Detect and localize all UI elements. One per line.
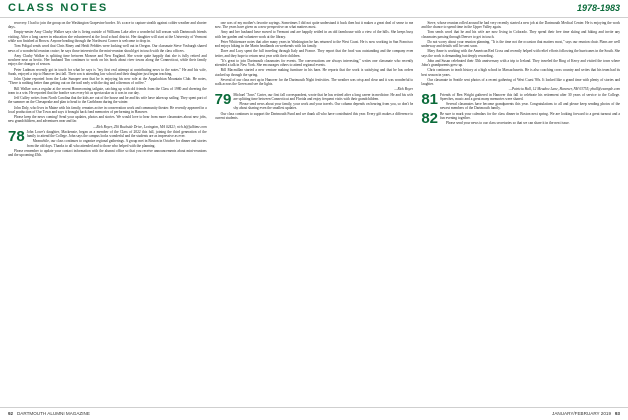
class-year-numeral: 79 bbox=[214, 90, 232, 108]
page-footer bbox=[0, 407, 628, 420]
issue-date: JANUARY/FEBRUARY 2019 bbox=[552, 411, 612, 416]
note-paragraph: Our classmate in Seattle sent photos of a recent gathering of West Coast '80s. It looked like a grand time with plenty of stories and laughter. bbox=[421, 77, 621, 87]
correspondent-signature: —Rick Boyer bbox=[394, 87, 414, 92]
note-paragraph: Meanwhile, our class continues to organize regional gatherings. A group met in Boston in October for dinner and stories from the old days. Thanks to all who attended and to those who helped with the planning. bbox=[26, 139, 207, 148]
footer-right bbox=[552, 411, 620, 416]
correspondent-signature: —Patricia Hall, 12 Meadow Lane, Hanover, NH 03755; phall@example.com bbox=[508, 87, 621, 92]
page-header bbox=[0, 0, 628, 18]
note-paragraph: Please send news about your family, your work and your travels. Our column depends on hearing from you, so don't be shy about sharing even the smallest updates. bbox=[233, 102, 414, 111]
note-paragraph: Chris continues to teach history at a high school in Massachusetts. He is also coaching cross country and writes that his team had its best season in years. bbox=[421, 68, 621, 77]
page-number-right: 93 bbox=[614, 411, 620, 416]
note-paragraph: Do not worry about your reunion planning. "It is the time not the occasion that matters most," says our reunion chair. Plans are well underway and details will be sent soon. bbox=[421, 39, 621, 49]
note-text: Michael "Jaws" Carter, our first fall correspondent, wrote that he has retired after a long career in medicine. He and his wife are splitting time between Connecticut and Florida and enjoy frequent visits with their grandchildren. bbox=[233, 92, 414, 101]
column-right bbox=[421, 21, 620, 407]
class-notes-columns bbox=[8, 21, 620, 407]
note-paragraph: Dave and Lucy spent the fall traveling through Italy and France. They report that the food was outstanding and the company even better, and they hope to return next year with their children. bbox=[214, 49, 414, 58]
note-text: John Lowe's daughter, Mackenzie, began as a member of the Class of 2022 this fall, joining the third generation of the family to attend the College. John says the campus looks wonderful and the students are as impressive as ever. bbox=[26, 129, 207, 139]
section-title: CLASS NOTES bbox=[8, 2, 109, 14]
note-paragraph: Mary Anne is working with the American Red Cross and recently helped with relief efforts following the hurricanes in the South. She says the work is demanding but deeply rewarding. bbox=[421, 49, 621, 58]
note-paragraph: Jeff Culley writes from North Carolina that the kids are out of the house and he and his wife have taken up sailing. They spent part of the summer on the Chesapeake and plan to head to the Caribbean during the winter. bbox=[8, 96, 207, 105]
note-paragraph: recovery. I had to join the group on the Washington Grapevine border. It's a race to capture stealth against colder weather and shorter days. bbox=[8, 21, 207, 30]
note-paragraph: John Daly, who lives in Maine with his family, remains active in conservation work and community theater. He recently appeared in a local production of Our Town and says it brought back fond memories of performing in Hanover. bbox=[8, 105, 207, 114]
class-year-numeral: 78 bbox=[8, 127, 25, 145]
note-paragraph: Peter Whittemore notes that after many years in Washington he has returned to the West Coast. He is now working in San Francisco and enjoys hiking in the Marin headlands on weekends with his family. bbox=[214, 39, 414, 49]
note-paragraph: Tom sends word that he and his wife are now living in Colorado. They spend their free time skiing and hiking and invite any classmates passing through Denver to get in touch. bbox=[421, 30, 621, 39]
note-paragraph: Steve, whose reunion rolled around he had very recently started a new job at the Dartmouth Medical Center. He is enjoying the work and the chance to spend time in the Upper Valley again. bbox=[421, 21, 621, 30]
note-paragraph: Amy Clasby Walker is splitting time between Monroe and New England. She wrote quite happily that she is fully retired and nowhere near as hectic. Her husband Tim continues to work on his book about river towns along the Connecticut, while their family enjoys the changes of season. bbox=[8, 53, 207, 67]
note-paragraph: Amy and her husband have moved to Vermont and are happily settled in an old farmhouse with a view of the hills. She keeps busy with her garden and volunteer work at the library. bbox=[214, 30, 414, 39]
class-year-numeral: 82 bbox=[421, 109, 439, 127]
class-years-range: 1978-1983 bbox=[576, 3, 620, 13]
note-paragraph: "It's great to join Dartmouth classmates for events. The conversations are always interesting," writes one classmate who recently attended a talk in New York. She encourages others to attend regional events. bbox=[214, 58, 414, 68]
note-paragraph: John and Susan celebrated their 35th anniversary with a trip to Ireland. They traveled the Ring of Kerry and visited the town where John's grandparents grew up. bbox=[421, 58, 621, 68]
note-paragraph: Tom Poligal sends word that Chris Riney and Heidi Pebbles were looking well out in Oregon. Our classmate Steve Vosburgh shared news of a wonderful reunion cruise; he says those interested in the mini-reunion should get in touch with the class officers. bbox=[8, 44, 207, 53]
page-number-left: 92 bbox=[8, 411, 14, 416]
note-text: Friends of Ben Wright gathered in Hanover this fall to celebrate his retirement after 30 years of service to the College. Speeches, music and a great many memories were shared. bbox=[440, 92, 621, 101]
publication-name: DARTMOUTH ALUMNI MAGAZINE bbox=[16, 411, 90, 416]
note-paragraph: Please keep the news coming! Send your updates, photos and stories. We would love to hear from more classmates about new jobs, new grandchildren, and adventures near and far. bbox=[8, 115, 207, 124]
footer-left bbox=[8, 411, 90, 416]
column-left bbox=[8, 21, 207, 407]
correspondent-signature: —Rick Boyer, 256 Buckside Drive, Lexington, MA 02421; rich.b@fulltime.com bbox=[93, 124, 207, 129]
note-paragraph: Bill Walker was a regular at the recent Homecoming tailgate, catching up with old friends from the Class of 1980 and cheering the team to a win. He reported that the bonfire was every bit as spectacular as it was in our day. bbox=[8, 86, 207, 95]
note-paragraph: Empty-nester Amy Clasby Walker says she is living outside of Williams Lake after a wonderful fall season with Dartmouth friends visiting. After a long career in education she volunteered at the local school district. Her daughter will start at the University of Vermont while son finished at Brown. Anyone heading through the Northwest Corner is welcome to drop in. bbox=[8, 30, 207, 44]
note-paragraph: Please remember to update your contact information with the alumni office so that you receive announcements about mini-reunions and the upcoming 45th. bbox=[8, 148, 207, 157]
note-paragraph: Several of our class met up in Hanover for the Dartmouth Night festivities. The weather was crisp and clear and it was wonderful to walk across the Green and see the lights. bbox=[214, 77, 414, 87]
note-paragraph: Bill Macmillan started a new venture making furniture in his barn. He reports that the work is satisfying and that he has orders stacked up through the spring. bbox=[214, 68, 414, 77]
note-paragraph: Peter Ludman recently got in touch for what he says is "my first real attempt at contributing news to the notes." He and his wife, Sarah, enjoyed a trip to Hanover last fall. Their son is attending law school and their daughter just began teaching. bbox=[8, 67, 207, 76]
note-paragraph: one was of my mother's favorite sayings. Sometimes I did not quite understand it back then but it makes a great deal of sense to me now. The years have given us a new perspective on what matters most. bbox=[214, 21, 414, 30]
note-paragraph: Please send your news to our class secretaries so that we can share it in the next issue. bbox=[446, 120, 570, 125]
class-year-numeral: 81 bbox=[421, 90, 439, 108]
note-paragraph: Several classmates have become grandparents this year. Congratulations to all and please keep sending photos of the newest members of the Dartmouth family. bbox=[440, 102, 621, 111]
note-paragraph: John Quine reported from the Lake Sunapee area that he is enjoying his new role at the Appalachian Mountain Club. He notes, "There is nothing better than getting out on the trail early with the dog and a thermos of coffee." bbox=[8, 77, 207, 86]
note-paragraph: Our class continues to support the Dartmouth Fund and we thank all who have contributed this year. Every gift makes a difference to current students. bbox=[214, 111, 414, 120]
column-middle bbox=[215, 21, 414, 407]
note-text: Be sure to mark your calendars for the class dinner in Boston next spring. We are looking forward to a great turnout and a fun evening together. bbox=[440, 111, 621, 120]
